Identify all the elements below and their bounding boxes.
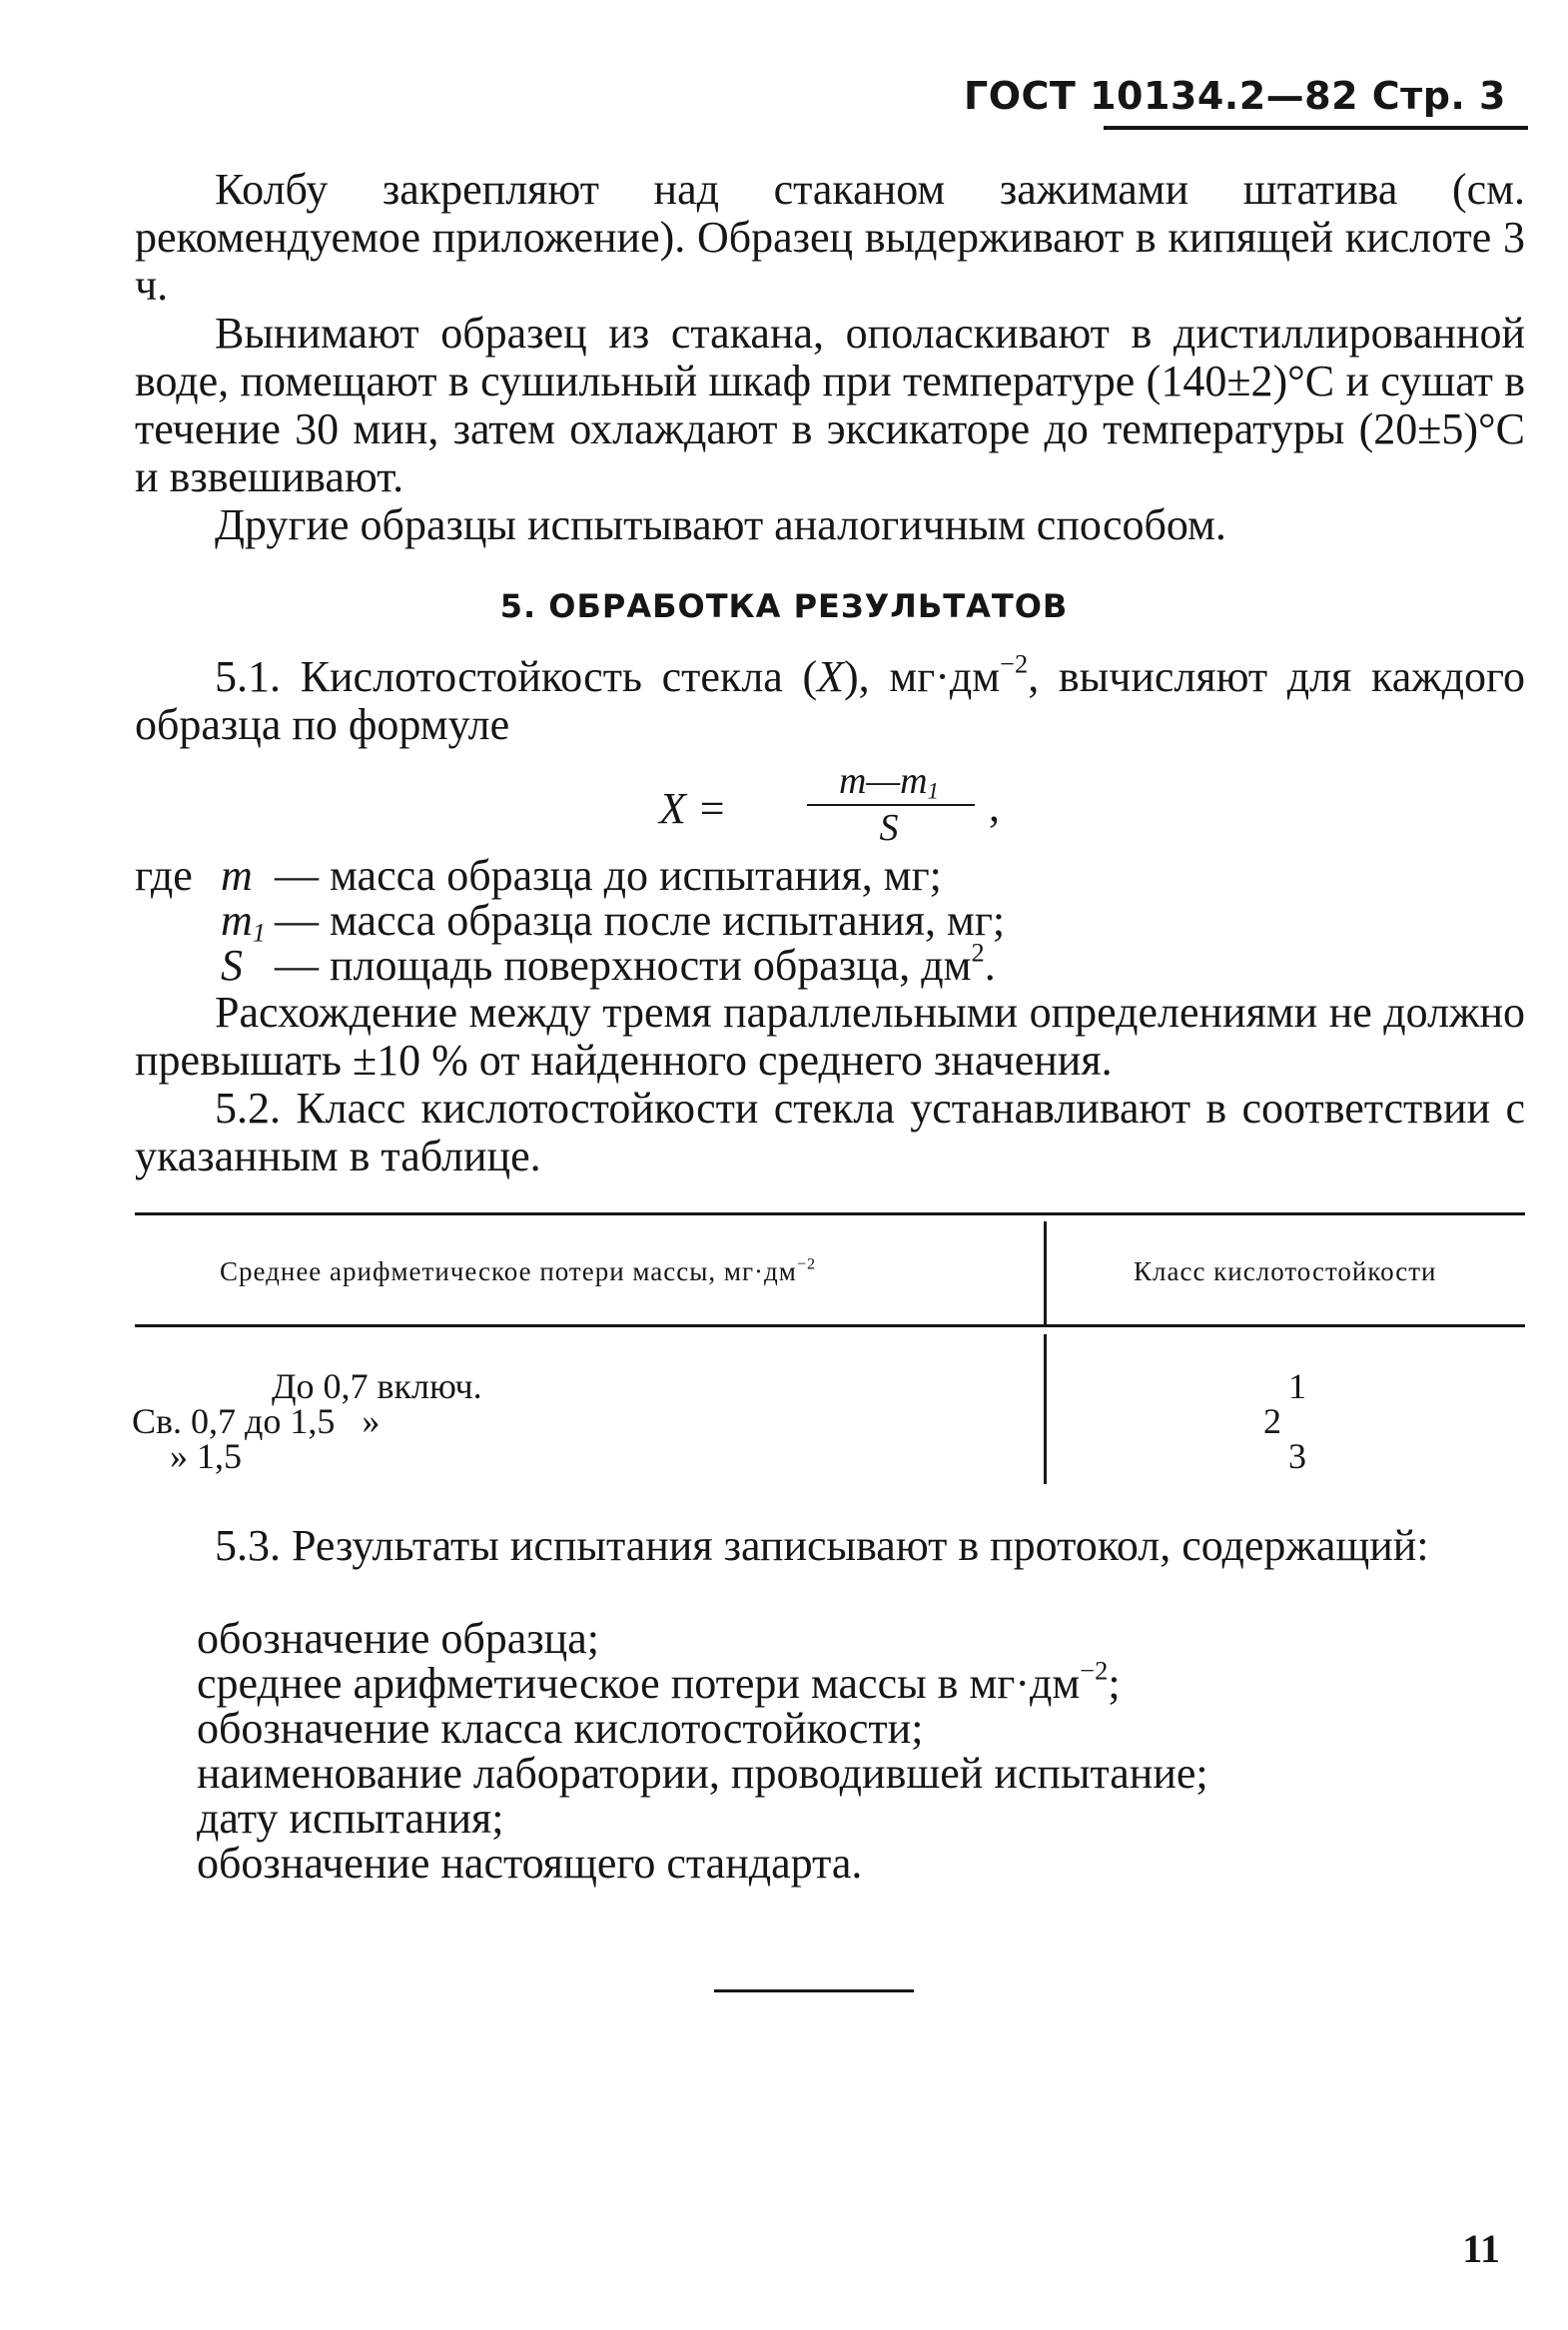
definition-lead: где — [135, 851, 193, 900]
formula-lhs: X = — [659, 784, 727, 833]
definition-symbol: m — [221, 851, 253, 900]
definition-text — [275, 937, 996, 990]
table-top-rule — [135, 1212, 1525, 1215]
table-cell-class: 2 — [1263, 1401, 1281, 1441]
header-rule — [1104, 126, 1528, 130]
formula-denominator: S — [879, 807, 899, 849]
clause-5-1-text-b: ), мг·дм — [844, 652, 1001, 701]
page-number: 11 — [1462, 2226, 1500, 2271]
definition-symbol-sub: 1 — [252, 917, 266, 948]
paragraph-remove-sample: Вынимают образец из стакана, ополаскивают в дистиллированной воде, помещают в сушильный шкаф при температуре (140±2)°С и сушат в течение 30 мин, затем охлаждают в эксикаторе до температуры (20±5)°С и взвешивают. — [135, 309, 1525, 501]
table-cell-range: » 1,5 — [170, 1436, 242, 1476]
formula-numerator-text: m—m — [838, 760, 928, 802]
table-header-mass-loss-text: Среднее арифметическое потери массы, мг·дм — [220, 1256, 797, 1286]
table-header-rule — [135, 1324, 1525, 1327]
definition-text-sup: 2 — [971, 937, 985, 968]
definition-text: — масса образца после испытания, мг; — [275, 896, 1006, 945]
definition-symbol-text: m — [221, 896, 253, 945]
formula-numerator-sub: 1 — [927, 778, 940, 804]
list-item-text: среднее арифметическое потери массы в мг·дм — [197, 1659, 1081, 1708]
clause-5-1-var: X — [817, 652, 845, 701]
formula-numerator — [809, 759, 969, 803]
paragraph-other-samples: Другие образцы испытывают аналогичным способом. — [215, 500, 1226, 549]
clause-5-3-intro: 5.3. Результаты испытания записывают в протокол, содержащий: — [215, 1521, 1429, 1570]
list-item — [197, 1655, 1525, 1708]
clause-5-1-text-c: , вычисляют для каждого образца по формуле — [135, 652, 1525, 749]
clause-5-1-text-a: 5.1. Кислотостойкость стекла ( — [215, 652, 818, 701]
list-item: наименование лаборатории, проводившей испытание; — [197, 1749, 1208, 1798]
table-cell-range: Св. 0,7 до 1,5 » — [132, 1401, 381, 1441]
definition-symbol: S — [221, 941, 243, 990]
list-item-end: ; — [1108, 1659, 1121, 1708]
paragraph-divergence: Расхождение между тремя параллельными определениями не должно превышать ±10 % от найденного среднего значения. — [135, 988, 1525, 1085]
clause-text-block — [135, 989, 1525, 1180]
clause-5-3 — [135, 1522, 1525, 1570]
definition-symbol — [221, 896, 266, 948]
section-title: 5. ОБРАБОТКА РЕЗУЛЬТАТОВ — [499, 587, 1069, 625]
table-cell-class: 1 — [1288, 1366, 1306, 1406]
list-item: дату испытания; — [197, 1794, 504, 1843]
clause-5-2: 5.2. Класс кислотостойкости стекла устанавливают в соответствии с указанным в таблице. — [135, 1084, 1525, 1180]
table-header-mass-loss — [220, 1256, 816, 1287]
list-item: обозначение класса кислотостойкости; — [197, 1704, 924, 1753]
end-rule — [714, 1989, 914, 1992]
table-header-exp: −2 — [796, 1254, 817, 1273]
definition-text: — масса образца до испытания, мг; — [275, 851, 942, 900]
table-column-divider — [1044, 1334, 1047, 1484]
definition-text-end: . — [984, 941, 996, 990]
definition-text-body: — площадь поверхности образца, дм — [275, 941, 972, 990]
intro-text — [135, 166, 1525, 549]
clause-5-1 — [135, 648, 1525, 749]
paragraph-flask: Колбу закрепляют над стаканом зажимами штатива (см. рекомендуемое приложение). Образец выдерживают в кипящей кислоте 3 ч. — [135, 165, 1525, 310]
table-column-divider — [1044, 1221, 1047, 1325]
clause-5-1-exp: −2 — [1000, 648, 1029, 679]
list-item: обозначение настоящего стандарта. — [197, 1839, 863, 1888]
page-header: ГОСТ 10134.2—82 Стр. 3 — [964, 74, 1506, 118]
table-cell-range: До 0,7 включ. — [272, 1366, 482, 1406]
list-item: обозначение образца; — [197, 1614, 599, 1663]
table-header-class: Класс кислотостойкости — [1134, 1256, 1437, 1286]
table-cell-class: 3 — [1288, 1436, 1306, 1476]
formula-comma: , — [989, 782, 1000, 831]
list-item-exp: −2 — [1080, 1655, 1109, 1686]
protocol-list — [197, 1616, 1525, 1886]
